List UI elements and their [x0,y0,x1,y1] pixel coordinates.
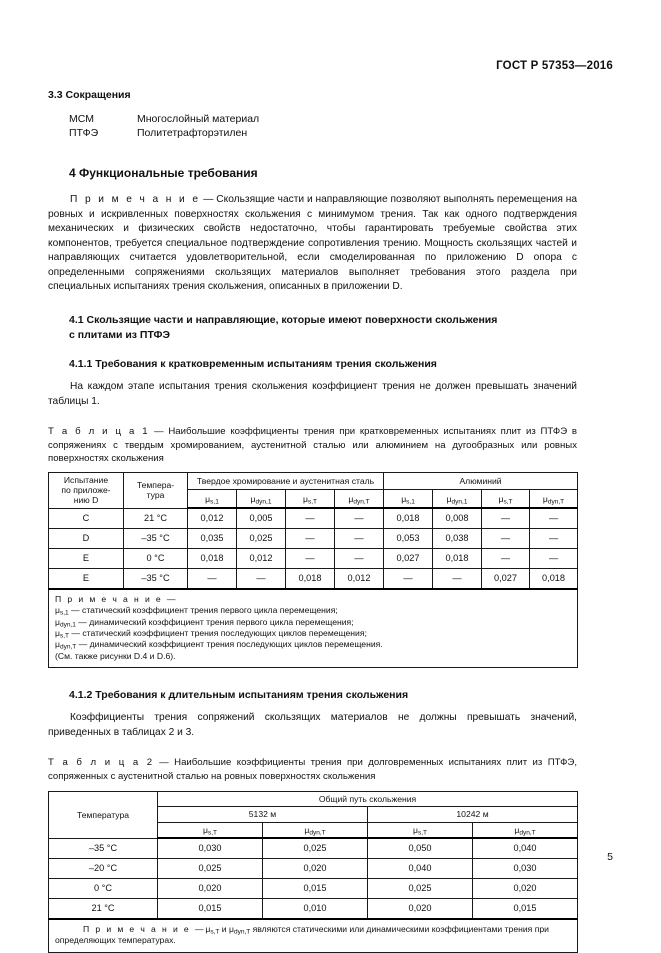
cell-value: 0,018 [433,549,482,569]
cell-value: — [286,508,335,529]
cell-value: 0,012 [188,508,237,529]
abbreviation-term: МСМ [69,113,94,126]
heading-4-1-2: 4.1.2 Требования к длительным испытаниям трения скольжения [69,689,409,702]
note-lead-text: П р и м е ч а н и е — [55,594,178,605]
cell-value: 0,018 [384,508,433,529]
mu-subscript: s,T [417,829,427,837]
table-2-subcol [368,822,473,838]
table-1-col-test [49,472,124,508]
heading-4: 4 Функциональные требования [69,165,258,180]
cell-value: 0,015 [473,899,578,920]
mu-symbol: μ [348,493,354,504]
cell-value: — [188,569,237,590]
cell-temp: 21 °C [49,899,158,920]
table-row [49,569,578,590]
cell-value: 0,050 [368,838,473,859]
table-row [49,838,578,859]
cell-temp: –20 °C [49,859,158,879]
mu-symbol: μ [205,924,211,935]
cell-value: 0,018 [530,569,578,590]
note-definition-line [55,605,571,616]
abbreviation-definition: Многослойный материал [137,113,260,126]
mu-symbol: μ [55,639,60,650]
mu-subscript: s,T [207,829,217,837]
cell-value: 0,025 [237,529,286,549]
mu-subscript: dyn,T [233,928,251,936]
col-test-line1: Испытание [63,474,109,485]
cell-value: — [286,529,335,549]
cell-value: 0,025 [263,838,368,859]
table-2-note-row [49,919,578,952]
cell-value: — [482,529,530,549]
abbreviations-list [69,112,259,140]
table-row [49,549,578,569]
mu-subscript: s,1 [406,498,415,506]
cell-value: — [530,549,578,569]
mu-symbol: μ [55,605,60,616]
table-row [49,529,578,549]
col-test-line2: по приложе- [61,484,111,495]
mu-subscript: s,T [307,498,317,506]
heading-3-3: 3.3 Сокращения [48,89,131,101]
cell-value: — [482,549,530,569]
cell-value: 0,020 [368,899,473,920]
table-1-col-temperature [124,472,188,508]
mu-symbol: μ [55,628,60,639]
cell-value: 0,025 [158,859,263,879]
cell-value: 0,020 [473,879,578,899]
table-1-caption-lead: Т а б л и ц а 1 [48,426,150,438]
paragraph-4-1-1: На каждом этапе испытания трения скольжения коэффициент трения не должен превышать значений таблицы 1. [48,381,577,407]
cell-value: 0,030 [473,859,578,879]
table-2-distance-2: 10242 м [368,807,578,822]
running-header: ГОСТ Р 57353—2016 [496,60,613,72]
note-body-text: являются статическими или динамическими коэффициентами трения при определяющих температурах. [55,924,549,946]
note-definition-line [55,639,571,650]
cell-value: 0,020 [263,859,368,879]
cell-value: — [286,549,335,569]
cell-value: 0,040 [473,838,578,859]
note-lead [55,594,571,605]
cell-value: 0,010 [263,899,368,920]
note-definition-text: — статический коэффициент трения последующих циклов перемещения; [69,628,367,639]
table-2-caption-lead: Т а б л и ц а 2 [48,757,154,769]
cell-temp: –35 °C [124,529,188,549]
mu-subscript: dyn,T [547,498,565,506]
cell-value: 0,040 [368,859,473,879]
note-conjunction: и [219,924,229,935]
cell-test: E [49,549,124,569]
mu-subscript: dyn,T [519,829,536,837]
table-2-header-row-1 [49,792,578,807]
table-1-caption [48,425,577,465]
table-1-subcol [286,490,335,508]
cell-value: — [482,508,530,529]
abbreviation-row [69,112,259,126]
mu-symbol: μ [55,616,60,627]
table-1-subcol [433,490,482,508]
mu-subscript: s,T [210,928,220,936]
table-2-distance-1: 5132 м [158,807,368,822]
col-temp-line2: тура [146,490,165,501]
table-2-note [49,919,578,952]
mu-symbol: μ [446,493,452,504]
note-definition-line [55,617,571,628]
mu-subscript: s,1 [59,610,69,618]
cell-value: 0,018 [286,569,335,590]
col-temp-line1: Темпера- [136,479,175,490]
cell-value: 0,035 [188,529,237,549]
cell-temp: 0 °C [49,879,158,899]
heading-4-1-line2: с плитами из ПТФЭ [69,328,170,341]
note-definition-text: — динамический коэффициент трения первого цикла перемещения; [75,616,354,627]
mu-symbol: μ [250,493,256,504]
mu-subscript: dyn,T [353,498,370,506]
cell-temp: –35 °C [124,569,188,590]
mu-subscript: dyn,T [309,829,326,837]
table-1-subcol [335,490,384,508]
cell-temp: 0 °C [124,549,188,569]
table-2-col-temperature: Температура [49,792,158,838]
table-2-caption-text: — Наибольшие коэффициенты трения при долговременных испытаниях плит из ПТФЭ, сопряженных с аустенитной сталью на ровных поверхностях скольжения [48,757,577,782]
note-label: П р и м е ч а н и е [70,194,201,206]
heading-4-1-line1: 4.1 Скользящие части и направляющие, которые имеют поверхности скольжения [69,313,498,326]
cell-value: 0,053 [384,529,433,549]
mu-subscript: dyn,1 [451,498,468,506]
mu-subscript: s,T [59,632,70,640]
table-1-subcol [237,490,286,508]
table-row [49,508,578,529]
cell-value: 0,030 [158,838,263,859]
abbreviation-definition: Политетрафторэтилен [137,127,248,140]
abbreviation-row [69,126,259,140]
cell-value: — [530,529,578,549]
mu-symbol: μ [412,824,418,835]
mu-symbol: μ [498,493,504,504]
table-row [49,859,578,879]
cell-value: 0,027 [482,569,530,590]
mu-symbol: μ [229,924,234,935]
table-2-group-total-path: Общий путь скольжения [158,792,578,807]
cell-value: 0,020 [158,879,263,899]
table-2-caption [48,756,577,783]
cell-value: 0,015 [158,899,263,920]
mu-subscript: dyn,1 [255,498,272,506]
mu-subscript: dyn,1 [59,621,76,629]
mu-symbol: μ [202,824,208,835]
note-reference: (См. также рисунки D.4 и D.6). [55,650,176,661]
cell-value: 0,025 [368,879,473,899]
cell-value: — [335,508,384,529]
table-2-subcol [473,822,578,838]
mu-symbol: μ [514,824,520,835]
table-1-note-row [49,589,578,668]
note-definition-line [55,628,571,639]
note-definition-text: — динамический коэффициент трения последующих циклов перемещения. [76,639,383,650]
cell-value: 0,015 [263,879,368,899]
abbreviation-term: ПТФЭ [69,127,99,140]
cell-temp: 21 °C [124,508,188,529]
mu-symbol: μ [205,493,211,504]
note-definition-text: — статический коэффициент трения первого цикла перемещения; [68,605,338,616]
table-2-subcol [263,822,368,838]
table-row [49,879,578,899]
table-row [49,899,578,920]
table-1-subcol [188,490,237,508]
cell-value: 0,018 [188,549,237,569]
table-2 [48,791,578,953]
table-1-note [49,589,578,668]
cell-value: 0,008 [433,508,482,529]
mu-symbol: μ [542,493,548,504]
col-test-line3: нию D [73,495,99,506]
table-2-subcol [158,822,263,838]
mu-subscript: s,T [503,498,513,506]
page-content [48,88,577,953]
cell-value: — [335,549,384,569]
mu-symbol: μ [304,824,310,835]
table-1-group-steel: Твердое хромирование и аустенитная сталь [188,472,384,490]
cell-value: — [530,508,578,529]
cell-test: D [49,529,124,549]
cell-value: 0,005 [237,508,286,529]
mu-subscript: s,1 [210,498,219,506]
cell-test: E [49,569,124,590]
note-lead-text: П р и м е ч а н и е — [83,924,206,935]
cell-value: — [433,569,482,590]
mu-symbol: μ [401,493,407,504]
page-number: 5 [607,851,613,863]
paragraph-4-1-2: Коэффициенты трения сопряжений скользящих материалов не должны превышать значений, приведенных в таблицах 2 и 3. [48,712,577,738]
table-1 [48,472,578,669]
table-1-subcol [530,490,578,508]
cell-value: — [335,529,384,549]
table-1-subcol [482,490,530,508]
table-1-header-row-1 [49,472,578,490]
mu-symbol: μ [302,493,308,504]
table-1-group-aluminium: Алюминий [384,472,578,490]
cell-temp: –35 °C [49,838,158,859]
note-body: — Скользящие части и направляющие позволяют выполнять перемещения на ровных и искривленных поверхностях скольжения с минимумом трения. Так как одного подтверждения механических и физических свойств недостаточно, чтобы гарантировать требуемые свойства этих компонентов, требуется специальное подтверждение сопротивления трению. Мощность скользящих частей и направляющих считается удовлетворительной, если смоделированная по приложению D опора с определенными сопряжениями скользящих материалов выполняет требования этого раздела при специальных испытаниях трения скольжения, описанных в приложении D. [48,194,577,293]
mu-subscript: dyn,T [59,644,77,652]
cell-value: 0,012 [335,569,384,590]
table-1-caption-text: — Наибольшие коэффициенты трения при кратковременных испытаниях плит из ПТФЭ в сопряжениях с твердым хромированием, аустенитной сталью или алюминием на дугообразных или ровных поверхностях скольжения [48,426,577,465]
cell-test: C [49,508,124,529]
section-4-note [48,193,577,294]
cell-value: — [237,569,286,590]
cell-value: 0,038 [433,529,482,549]
cell-value: 0,012 [237,549,286,569]
cell-value: — [384,569,433,590]
table-1-subcol [384,490,433,508]
cell-value: 0,027 [384,549,433,569]
heading-4-1-1: 4.1.1 Требования к кратковременным испытаниям трения скольжения [69,358,437,371]
